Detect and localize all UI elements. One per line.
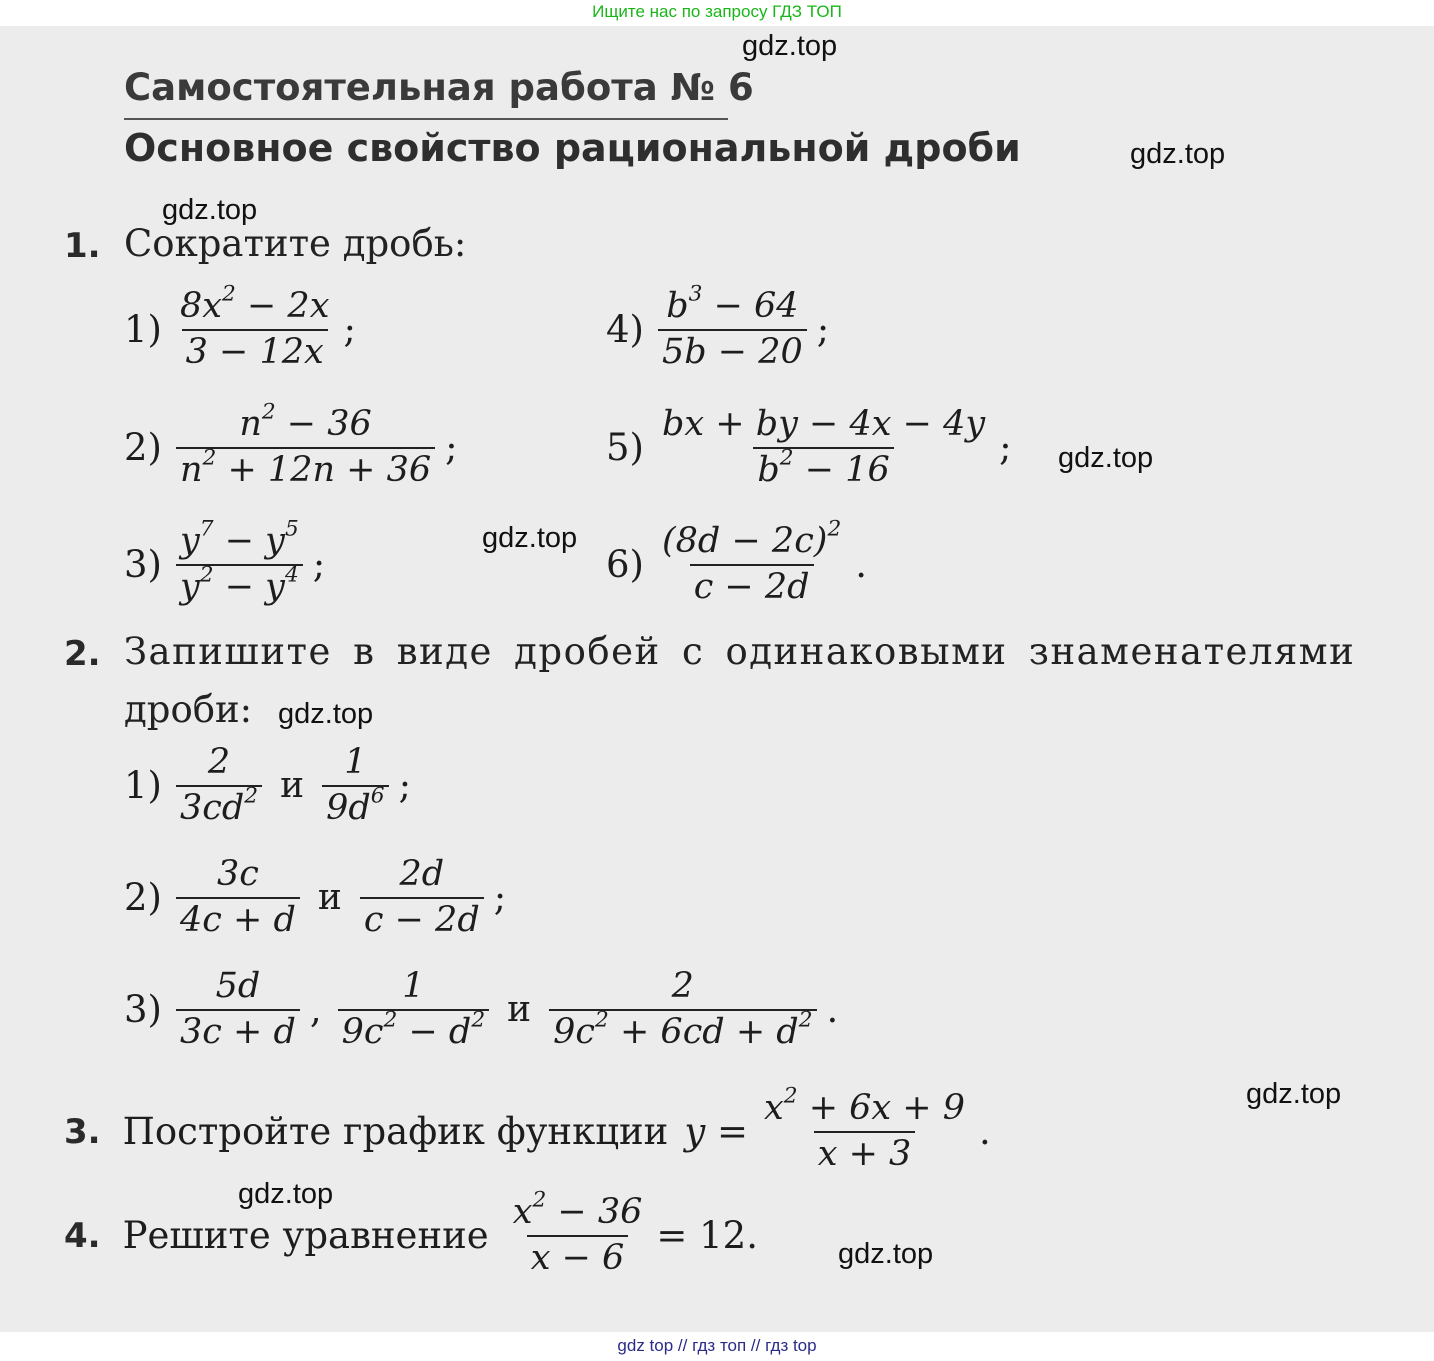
numerator: 3c bbox=[216, 854, 259, 894]
textbook-page bbox=[0, 26, 1434, 1332]
denominator: 3 − 12x bbox=[182, 329, 328, 372]
item-label: 1) bbox=[124, 764, 162, 808]
item-label: 5) bbox=[606, 426, 644, 470]
fraction bbox=[658, 281, 807, 372]
fraction bbox=[338, 968, 490, 1052]
task2-item-2 bbox=[124, 856, 506, 940]
denominator: $9c^2 - d^2$ bbox=[338, 1009, 490, 1052]
item-label: 3) bbox=[124, 543, 162, 587]
numerator: 1 bbox=[402, 966, 425, 1006]
fraction bbox=[322, 744, 389, 828]
punctuation: ; bbox=[493, 876, 507, 920]
numerator: 1 bbox=[344, 742, 367, 782]
denominator: x − 6 bbox=[527, 1235, 629, 1278]
watermark: gdz.top bbox=[838, 1238, 934, 1270]
denominator: 4c + d bbox=[176, 897, 300, 940]
punctuation: . bbox=[979, 1110, 991, 1154]
watermark: gdz.top bbox=[278, 698, 374, 730]
denominator: 3c + d bbox=[176, 1009, 300, 1052]
denominator: $9c^2 + 6cd + d^2$ bbox=[549, 1009, 816, 1052]
numerator: $x^2 - 36$ bbox=[512, 1187, 643, 1232]
fraction bbox=[176, 281, 333, 372]
denominator: x + 3 bbox=[814, 1131, 916, 1174]
denominator: $b^2 - 16$ bbox=[753, 447, 893, 490]
page-title: Самостоятельная работа № 6 bbox=[124, 66, 754, 109]
fraction bbox=[176, 516, 303, 607]
task1-item-5 bbox=[606, 406, 1012, 490]
denominator: c − 2d bbox=[360, 897, 484, 940]
title-underline bbox=[124, 118, 728, 120]
watermark: gdz.top bbox=[1246, 1078, 1342, 1110]
numerator: $8x^2 - 2x$ bbox=[179, 281, 330, 326]
conjunction: и bbox=[280, 765, 305, 807]
fraction bbox=[176, 744, 262, 828]
punctuation: ; bbox=[816, 308, 830, 352]
numerator: 2d bbox=[399, 854, 445, 894]
task2-number: 2. bbox=[64, 634, 101, 674]
numerator: $y^7 - y^5$ bbox=[179, 516, 299, 561]
watermark: gdz.top bbox=[1130, 138, 1226, 170]
item-label: 4) bbox=[606, 308, 644, 352]
item-label: 2) bbox=[124, 876, 162, 920]
task1-item-3 bbox=[124, 516, 326, 607]
punctuation: ; bbox=[445, 426, 458, 470]
denominator: $n^2 + 12n + 36$ bbox=[176, 447, 435, 490]
watermark: gdz.top bbox=[238, 1178, 334, 1210]
top-banner: Ищите нас по запросу ГДЗ ТОП bbox=[0, 0, 1434, 26]
task3-number: 3. bbox=[64, 1111, 101, 1152]
watermark: gdz.top bbox=[742, 30, 838, 62]
denominator: $y^2 - y^4$ bbox=[176, 564, 303, 607]
punctuation: . bbox=[855, 543, 868, 587]
numerator: 5d bbox=[215, 966, 261, 1006]
task2-item-1 bbox=[124, 744, 411, 828]
task4-number: 4. bbox=[64, 1215, 101, 1256]
page-subtitle: Основное свойство рациональной дроби bbox=[124, 126, 1021, 170]
fraction bbox=[658, 516, 845, 607]
numerator: 2 bbox=[207, 742, 231, 782]
numerator: $(8d - 2c)^2$ bbox=[661, 516, 842, 561]
task1-item-4 bbox=[606, 281, 830, 372]
numerator: $x^2 + 6x + 9$ bbox=[764, 1083, 966, 1128]
fraction bbox=[549, 968, 816, 1052]
punctuation: ; bbox=[398, 764, 412, 808]
fraction bbox=[509, 1187, 647, 1278]
task4-text: Решите уравнение bbox=[122, 1214, 489, 1258]
denominator: $9d^6$ bbox=[322, 785, 389, 828]
punctuation: ; bbox=[999, 426, 1012, 470]
task1-item-6 bbox=[606, 516, 868, 607]
fraction bbox=[176, 399, 435, 490]
task1-item-1 bbox=[124, 281, 356, 372]
task3-lhs: y = bbox=[684, 1110, 748, 1154]
item-label: 1) bbox=[124, 308, 162, 352]
numerator: $n^2 - 36$ bbox=[239, 399, 372, 444]
task2-text-line1: Запишите в виде дробей с одинаковыми знаменателями bbox=[124, 630, 1356, 673]
task1-number: 1. bbox=[64, 226, 101, 266]
watermark: gdz.top bbox=[482, 522, 578, 554]
numerator: bx + by − 4x − 4y bbox=[661, 404, 986, 444]
punctuation: ; bbox=[343, 308, 356, 352]
item-label: 2) bbox=[124, 426, 162, 470]
denominator: 5b − 20 bbox=[658, 329, 807, 372]
fraction bbox=[760, 1083, 969, 1174]
denominator: $3cd^2$ bbox=[176, 785, 262, 828]
task2-item-3 bbox=[124, 968, 838, 1052]
punctuation: ; bbox=[312, 543, 326, 587]
item-label: 3) bbox=[124, 988, 162, 1032]
conjunction: и bbox=[317, 877, 342, 919]
task3 bbox=[64, 1083, 991, 1174]
fraction bbox=[176, 856, 300, 940]
separator: , bbox=[309, 988, 322, 1032]
bottom-banner: gdz top // гдз топ // гдз top bbox=[0, 1332, 1434, 1361]
fraction bbox=[176, 968, 300, 1052]
numerator: 2 bbox=[671, 966, 694, 1006]
watermark: gdz.top bbox=[162, 194, 258, 226]
task4-rhs: = 12. bbox=[656, 1214, 758, 1258]
fraction bbox=[360, 856, 484, 940]
fraction bbox=[658, 406, 989, 490]
item-label: 6) bbox=[606, 543, 644, 587]
numerator: $b^3 - 64$ bbox=[666, 281, 799, 326]
punctuation: . bbox=[826, 988, 839, 1032]
task3-text: Постройте график функции bbox=[122, 1110, 669, 1154]
watermark: gdz.top bbox=[1058, 442, 1154, 474]
task2-text-line2: дроби: bbox=[124, 688, 253, 731]
task4 bbox=[64, 1187, 758, 1278]
task1-text: Сократите дробь: bbox=[124, 222, 467, 265]
conjunction: и bbox=[507, 989, 532, 1031]
denominator: c − 2d bbox=[690, 564, 814, 607]
task1-item-2 bbox=[124, 399, 458, 490]
